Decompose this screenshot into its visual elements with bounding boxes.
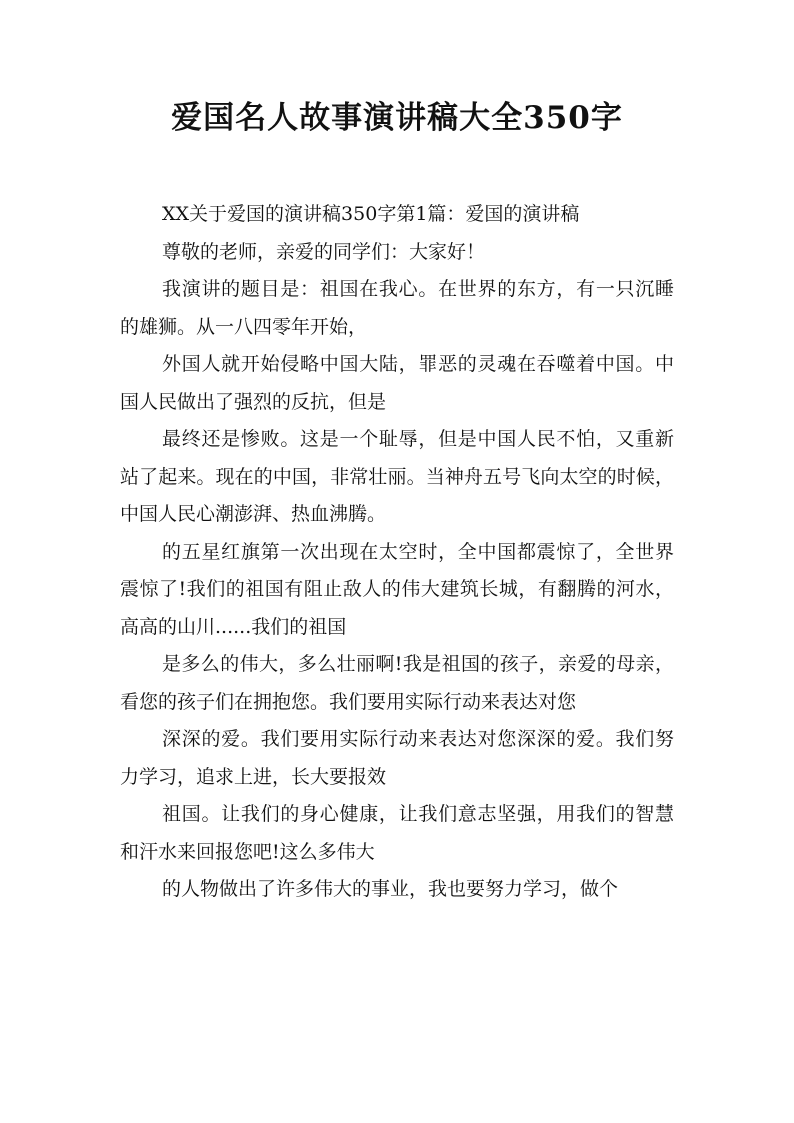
paragraph: XX关于爱国的演讲稿350字第1篇：爱国的演讲稿 — [162, 203, 580, 225]
paragraph: 深深的爱。我们要用实际行动来表达对您深深的爱。我们努力学习，追求上进，长大要报效 — [120, 728, 674, 788]
document-title: 爱国名人故事演讲稿大全350字 — [171, 100, 623, 136]
paragraph: 我演讲的题目是：祖国在我心。在世界的东方，有一只沉睡的雄狮。从一八四零年开始， — [120, 278, 674, 338]
paragraph: 外国人就开始侵略中国大陆，罪恶的灵魂在吞噬着中国。中国人民做出了强烈的反抗，但是 — [120, 353, 674, 413]
paragraph: 的人物做出了许多伟大的事业，我也要努力学习，做个 — [162, 878, 619, 900]
paragraph: 尊敬的老师，亲爱的同学们：大家好！ — [162, 240, 486, 263]
paragraph: 是多么的伟大，多么壮丽啊!我是祖国的孩子，亲爱的母亲，看您的孩子们在拥抱您。我们要用实际行动来表达对您 — [120, 653, 674, 713]
paragraph: 最终还是惨败。这是一个耻辱，但是中国人民不怕，又重新站了起来。现在的中国，非常壮丽。当神舟五号飞向太空的时候，中国人民心潮澎湃、热血沸腾。 — [120, 428, 674, 525]
document-body — [120, 196, 674, 909]
paragraph: 的五星红旗第一次出现在太空时，全中国都震惊了，全世界震惊了!我们的祖国有阻止敌人的伟大建筑长城，有翻腾的河水，高高的山川......我们的祖国 — [120, 540, 674, 638]
paragraph: 祖国。让我们的身心健康，让我们意志坚强，用我们的智慧和汗水来回报您吧!这么多伟大 — [120, 803, 674, 863]
